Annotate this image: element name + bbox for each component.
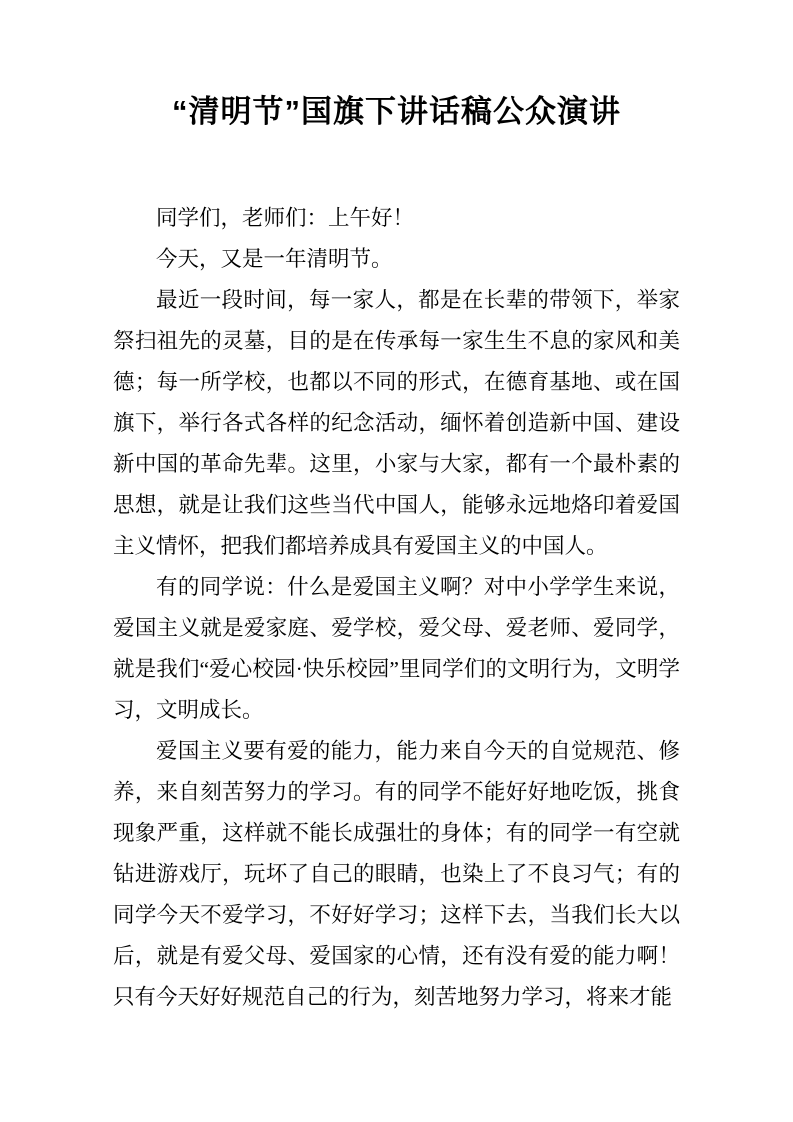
document-title: “清明节”国旗下讲话稿公众演讲 [172, 94, 621, 129]
paragraph: 有的同学说：什么是爱国主义啊？对中小学学生来说，爱国主义就是爱家庭、爱学校，爱父母、爱老师、爱同学，就是我们“爱心校园·快乐校园”里同学们的文明行为，文明学习，文明成长。 [113, 575, 680, 722]
paragraph: 爱国主义要有爱的能力，能力来自今天的自觉规范、修养，来自刻苦努力的学习。有的同学不能好好地吃饭，挑食现象严重，这样就不能长成强壮的身体；有的同学一有空就钻进游戏厅，玩坏了自己的眼睛，也染上了不良习气；有的同学今天不爱学习，不好好学习；这样下去，当我们长大以后，就是有爱父母、爱国家的心情，还有没有爱的能力啊！只有今天好好规范自己的行为，刻苦地努力学习，将来才能 [113, 739, 680, 1009]
paragraph: 最近一段时间，每一家人，都是在长辈的带领下，举家祭扫祖先的灵墓，目的是在传承每一家生生不息的家风和美德；每一所学校，也都以不同的形式，在德育基地、或在国旗下，举行各式各样的纪念活动，缅怀着创造新中国、建设新中国的革命先辈。这里，小家与大家，都有一个最朴素的思想，就是让我们这些当代中国人，能够永远地烙印着爱国主义情怀，把我们都培养成具有爱国主义的中国人。 [113, 288, 680, 558]
document-body [113, 198, 680, 1018]
paragraph: 今天，又是一年清明节。 [156, 247, 393, 271]
paragraph: 同学们，老师们：上午好！ [156, 206, 415, 230]
